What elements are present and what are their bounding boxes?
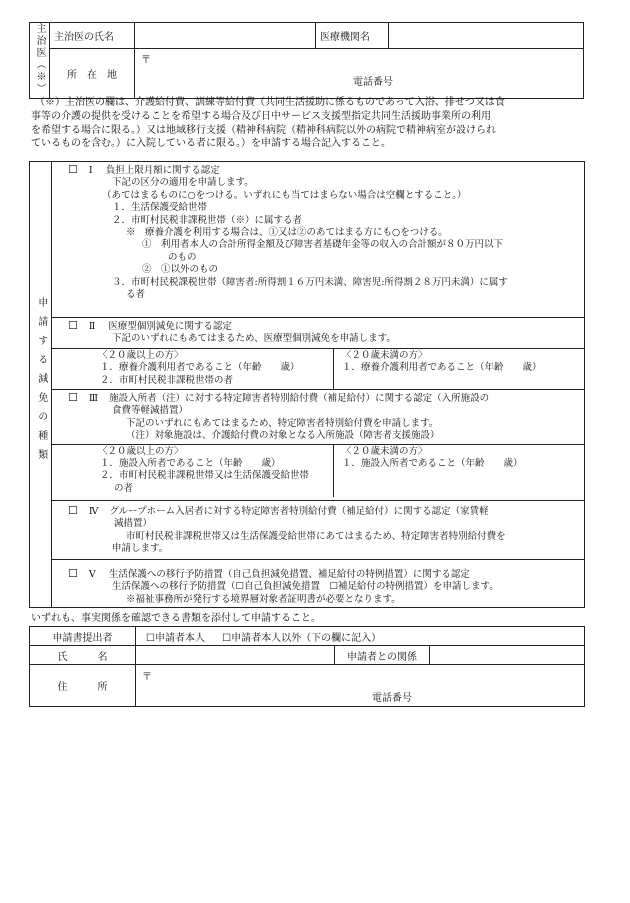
doctor-table: [29, 22, 584, 99]
section-1-line: ② ①以外のもの: [142, 264, 219, 276]
section-2-left-line: ２．市町村民税非課税世帯の者: [100, 374, 234, 386]
section-4-line: 申請します。: [112, 543, 169, 555]
applicant-phone-label: 電話番号: [372, 693, 412, 704]
section-5-line: 生活保護への移行予防措置（☐自己負担減免措置 ☐補足給付の特例措置）を申請します。: [112, 581, 499, 593]
attach-note: いずれも、事実関係を確認できる書類を添付して申請すること。: [31, 613, 321, 624]
section-3-note: （注）対象施設は、介護給付費の対象となる入所施設（障害者支援施設）: [126, 430, 440, 442]
section-3-left-line: 〈２０歳以上の方〉: [98, 445, 184, 457]
section-2-left: [52, 349, 334, 389]
doctor-note-line: ているものを含む。）に入院している者に限る。）を申請する場合記入すること。: [31, 138, 391, 150]
section-5-checkbox[interactable]: ☐: [68, 567, 78, 581]
section-1: [52, 162, 585, 318]
section-3-line: 下記のいずれにもあてはまるため、特定障害者特別給付費を申請します。: [126, 417, 439, 429]
section-5-note: ※福祉事務所が発行する境界層対象者証明書が必要となります。: [126, 593, 401, 605]
section-2-right: [334, 349, 584, 389]
section-1-numeral: Ⅰ: [88, 165, 93, 176]
doctor-address-field[interactable]: [135, 49, 584, 99]
doctor-name-field[interactable]: [135, 23, 316, 49]
section-1-checkbox[interactable]: ☐: [68, 163, 78, 176]
section-4-title-cont: 減措置）: [114, 518, 153, 530]
section-5: [52, 560, 585, 608]
section-1-line: ① 利用者本人の合計所得金額及び障害者基礎年金等の収入の合計額が８０万円以下: [142, 239, 504, 251]
section-4-line: 市町村民税非課税世帯又は生活保護受給世帯にあてはまるため、特定障害者特別給付費を: [126, 530, 506, 542]
applicant-table: [29, 626, 585, 707]
applicant-address-label-cell: [30, 665, 136, 707]
option-other-checkbox[interactable]: ☐申請者本人以外（下の欄に記入）: [222, 632, 382, 644]
section-1-line: ※ 療養介護を利用する場合は、①又は②のあてはまる方にも○をつける。: [126, 227, 448, 239]
doctor-note: [31, 96, 587, 151]
section-1-line: ２．市町村民税非課税世帯（※）に属する者: [112, 214, 303, 226]
section-1-line: る者: [126, 289, 146, 301]
reduction-side-label: 申請する減免の種類: [35, 296, 47, 468]
section-2-left-line: １．療養介護利用者であること（年齢 歳）: [100, 362, 300, 374]
doctor-name-label-cell: [50, 23, 135, 49]
section-3-left-line: １．施設入所者であること（年齢 歳）: [100, 458, 281, 470]
submitter-label: 申請書提出者: [52, 632, 113, 644]
section-1-line: のもの: [168, 251, 197, 263]
section-4-title: グループホーム入居者に対する特定障害者特別給付費（補足給付）に関する認定（家賃軽: [109, 506, 489, 518]
section-1-line: ３．市町村民税課税世帯（障害者:所得割１６万円未満、障害児:所得割２８万円未満）に属す: [112, 276, 508, 288]
section-3-right: [334, 445, 584, 498]
option-self-checkbox[interactable]: ☐申請者本人: [146, 632, 205, 644]
reduction-side-cell: [30, 162, 52, 608]
relation-label-cell: [335, 646, 430, 665]
section-3-right-line: １．施設入所者であること（年齢 歳）: [342, 458, 523, 470]
section-3-left-line: ２．市町村民税非課税世帯又は生活保護受給世帯: [100, 470, 310, 482]
section-3-right-line: 〈２０歳未満の方〉: [342, 445, 428, 457]
section-2-title: 医療型個別減免に関する認定: [108, 321, 232, 332]
section-3-title: 施設入所者（注）に対する特定障害者特別給付費（補足給付）に関する認定（入所施設の: [109, 393, 490, 405]
relation-field[interactable]: [430, 646, 585, 665]
doctor-note-line: 事等の介護の提供を受けることを希望する場合及び日中サービス支援型指定共同生活援助事業所の利用: [31, 110, 491, 122]
section-1-line: 下記の区分の適用を申請します。: [112, 177, 254, 189]
section-2-left-line: 〈２０歳以上の方〉: [98, 349, 184, 361]
section-5-numeral: Ⅴ: [88, 569, 96, 581]
doctor-side-cell: [30, 23, 50, 99]
doctor-side-label: 主治医（※）: [34, 23, 45, 95]
doctor-note-line: を希望する場合に限る。）又は地域移行支援（精神科病院（精神科病院以外の病院で精神病室が設けられ: [31, 124, 496, 136]
section-5-title: 生活保護への移行予防措置（自己負担減免措置、補足給付の特例措置）に関する認定: [108, 569, 470, 581]
doctor-address-label: 所 在 地: [67, 70, 117, 82]
section-3-numeral: Ⅲ: [88, 393, 99, 405]
doctor-postal-mark: 〒: [141, 55, 151, 67]
applicant-name-field[interactable]: [136, 646, 335, 665]
section-3-checkbox[interactable]: ☐: [68, 391, 78, 405]
relation-label: 申請者との関係: [347, 651, 417, 663]
doctor-note-line: （※）主治医の欄は、介護給付費、訓練等給付費（共同生活援助に係るものであって入浴、排せつ又は食: [35, 97, 505, 108]
doctor-name-label: 主治医の氏名: [54, 32, 114, 44]
applicant-address-field[interactable]: [136, 665, 585, 707]
applicant-name-label: 氏 名: [57, 651, 108, 663]
section-2: [52, 318, 585, 390]
section-3: [52, 390, 585, 501]
section-4-numeral: Ⅳ: [88, 506, 99, 518]
section-1-line: １．生活保護受給世帯: [112, 202, 208, 214]
applicant-address-label: 住 所: [57, 682, 108, 693]
institution-field[interactable]: [389, 23, 584, 49]
institution-label: 医療機関名: [320, 32, 370, 44]
doctor-address-label-cell: [50, 49, 135, 99]
applicant-name-label-cell: [30, 646, 136, 665]
section-1-line: （あてはまるものに○をつける。いずれにも当てはまらない場合は空欄とすること。）: [102, 189, 467, 201]
section-2-right-line: 〈２０歳未満の方〉: [342, 349, 428, 361]
section-2-numeral: Ⅱ: [88, 321, 96, 332]
section-2-line: 下記のいずれにもあてはまるため、医療型個別減免を申請します。: [112, 333, 396, 345]
reduction-table: [29, 161, 585, 608]
institution-label-cell: [316, 23, 389, 49]
submitter-options: [136, 627, 585, 646]
submitter-label-cell: [30, 627, 136, 646]
section-3-left-line: の者: [114, 482, 134, 494]
doctor-phone-label: 電話番号: [353, 77, 393, 89]
section-2-checkbox[interactable]: ☐: [68, 319, 78, 332]
section-2-right-line: １．療養介護利用者であること（年齢 歳）: [342, 362, 542, 374]
section-4-checkbox[interactable]: ☐: [68, 504, 78, 518]
section-3-title-cont: 食費等軽減措置）: [112, 405, 189, 417]
section-4: [52, 501, 585, 560]
section-1-title: 負担上限月額に関する認定: [105, 165, 220, 176]
applicant-postal-mark: 〒: [142, 672, 152, 683]
section-3-left: [52, 445, 334, 498]
